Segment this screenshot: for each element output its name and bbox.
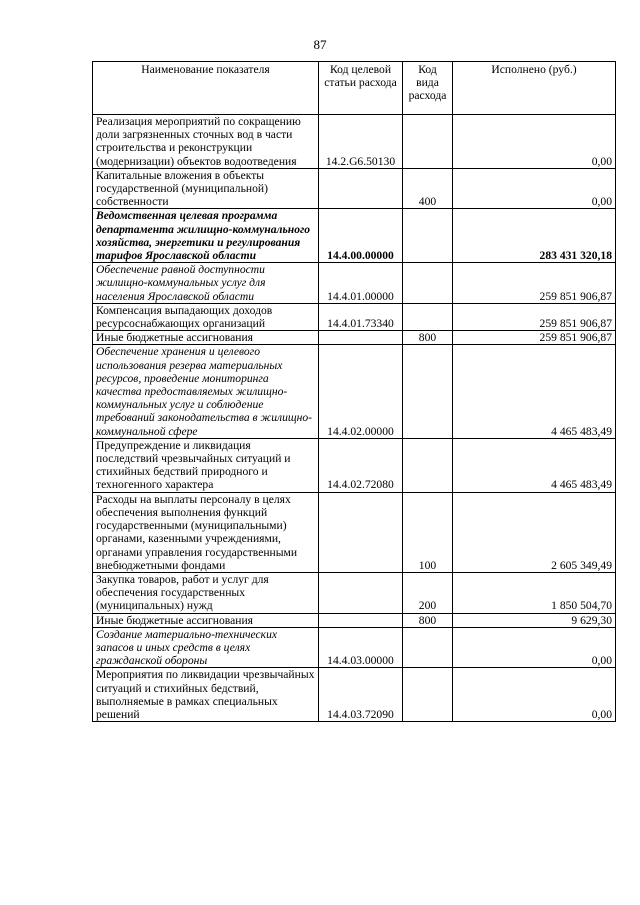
cell-code xyxy=(319,168,403,209)
cell-name: Обеспечение равной доступности жилищно-коммунальных услуг для населения Ярославской области xyxy=(93,263,319,304)
cell-amount: 259 851 906,87 xyxy=(453,263,616,304)
table-row xyxy=(93,303,616,330)
table-row xyxy=(93,345,616,438)
cell-name: Предупреждение и ликвидация последствий чрезвычайных ситуаций и стихийных бедствий природного и техногенного характера xyxy=(93,438,319,492)
table-header-row xyxy=(93,62,616,115)
cell-amount: 0,00 xyxy=(453,168,616,209)
cell-code: 14.4.01.73340 xyxy=(319,303,403,330)
cell-name: Ведомственная целевая программа департамента жилищно-коммунального хозяйства, энергетики и регулирования тарифов Ярославской области xyxy=(93,209,319,263)
cell-name: Капитальные вложения в объекты государственной (муниципальной) собственности xyxy=(93,168,319,209)
cell-code: 14.4.00.00000 xyxy=(319,209,403,263)
cell-name: Иные бюджетные ассигнования xyxy=(93,331,319,345)
table-row xyxy=(93,331,616,345)
cell-name: Закупка товаров, работ и услуг для обеспечения государственных (муниципальных) нужд xyxy=(93,572,319,613)
cell-kind xyxy=(403,303,453,330)
cell-name: Компенсация выпадающих доходов ресурсоснабжающих организаций xyxy=(93,303,319,330)
cell-code: 14.4.03.00000 xyxy=(319,627,403,668)
table-row xyxy=(93,209,616,263)
cell-kind: 400 xyxy=(403,168,453,209)
expenditure-table xyxy=(92,61,616,722)
table-row xyxy=(93,613,616,627)
cell-kind: 800 xyxy=(403,613,453,627)
header-code: Код целевой статьи расхода xyxy=(319,62,403,115)
cell-amount: 259 851 906,87 xyxy=(453,331,616,345)
cell-kind: 100 xyxy=(403,492,453,572)
cell-kind xyxy=(403,345,453,438)
cell-amount: 283 431 320,18 xyxy=(453,209,616,263)
table-row xyxy=(93,492,616,572)
cell-amount: 9 629,30 xyxy=(453,613,616,627)
cell-amount: 2 605 349,49 xyxy=(453,492,616,572)
page-number: 87 xyxy=(313,37,327,52)
cell-kind xyxy=(403,627,453,668)
cell-amount: 0,00 xyxy=(453,627,616,668)
cell-code xyxy=(319,492,403,572)
cell-code xyxy=(319,331,403,345)
cell-amount: 1 850 504,70 xyxy=(453,572,616,613)
cell-kind xyxy=(403,115,453,169)
cell-code: 14.4.02.00000 xyxy=(319,345,403,438)
table-row xyxy=(93,168,616,209)
header-amount: Исполнено (руб.) xyxy=(453,62,616,115)
cell-kind xyxy=(403,263,453,304)
cell-kind xyxy=(403,209,453,263)
cell-name: Создание материально-технических запасов и иных средств в целях гражданской обороны xyxy=(93,627,319,668)
cell-amount: 0,00 xyxy=(453,668,616,722)
table-row xyxy=(93,572,616,613)
cell-kind xyxy=(403,438,453,492)
cell-amount: 4 465 483,49 xyxy=(453,438,616,492)
cell-kind: 200 xyxy=(403,572,453,613)
cell-code: 14.4.01.00000 xyxy=(319,263,403,304)
cell-code: 14.2.G6.50130 xyxy=(319,115,403,169)
table-row xyxy=(93,438,616,492)
cell-kind: 800 xyxy=(403,331,453,345)
cell-name: Реализация мероприятий по сокращению доли загрязненных сточных вод в части строительства и реконструкции (модернизации) объектов водоотведения xyxy=(93,115,319,169)
cell-amount: 0,00 xyxy=(453,115,616,169)
cell-name: Обеспечение хранения и целевого использования резерва материальных ресурсов, проведение мониторинга качества предоставляемых жилищно-коммунальных услуг и соблюдение требований законодательства в жилищно-коммунальной сфере xyxy=(93,345,319,438)
cell-name: Мероприятия по ликвидации чрезвычайных ситуаций и стихийных бедствий, выполняемые в рамках специальных решений xyxy=(93,668,319,722)
cell-name: Иные бюджетные ассигнования xyxy=(93,613,319,627)
cell-code: 14.4.03.72090 xyxy=(319,668,403,722)
cell-code: 14.4.02.72080 xyxy=(319,438,403,492)
table-body xyxy=(93,115,616,722)
table-row xyxy=(93,115,616,169)
cell-name: Расходы на выплаты персоналу в целях обеспечения выполнения функций государственными (муниципальными) органами, казенными учреждениями, органами управления государственными внебюджетными фондами xyxy=(93,492,319,572)
cell-kind xyxy=(403,668,453,722)
cell-amount: 4 465 483,49 xyxy=(453,345,616,438)
header-kind: Код вида расхода xyxy=(403,62,453,115)
cell-code xyxy=(319,572,403,613)
cell-amount: 259 851 906,87 xyxy=(453,303,616,330)
table-row xyxy=(93,668,616,722)
table-row xyxy=(93,627,616,668)
header-name: Наименование показателя xyxy=(93,62,319,115)
table-row xyxy=(93,263,616,304)
cell-code xyxy=(319,613,403,627)
